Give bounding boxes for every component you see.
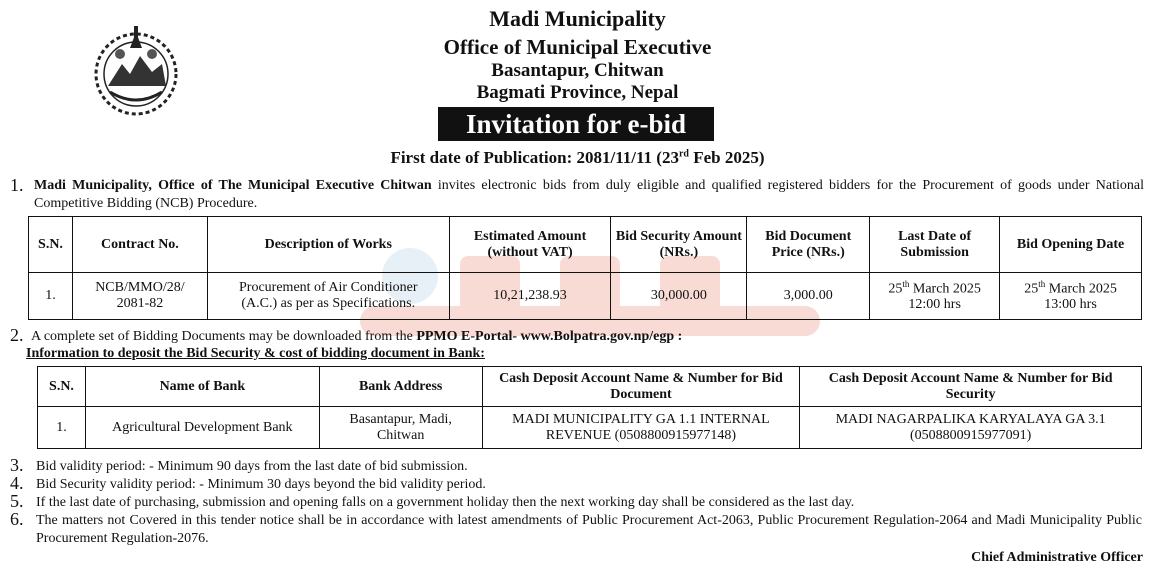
cell-opening: 25th March 2025 13:00 hrs (1000, 273, 1142, 320)
bid-table (28, 216, 1142, 320)
page-title: Invitation for e-bid (438, 107, 714, 141)
office-province: Bagmati Province, Nepal (476, 82, 679, 103)
cell-sn: 1. (38, 407, 86, 449)
col-header: Cash Deposit Account Name & Number for Bid Document (482, 367, 800, 407)
table-header-row (38, 367, 1142, 407)
col-header: S.N. (29, 217, 73, 273)
item-number: 3. (10, 455, 24, 475)
cell-submission: 25th March 2025 12:00 hrs (870, 273, 1000, 320)
col-header: S.N. (38, 367, 86, 407)
item-number: 5. (10, 491, 24, 511)
col-header: Last Date of Submission (870, 217, 1000, 273)
cell-estimate: 10,21,238.93 (449, 273, 611, 320)
publication-date: First date of Publication: 2081/11/11 (23rd Feb 2025) (390, 148, 765, 167)
col-header: Bank Address (319, 367, 482, 407)
col-header: Cash Deposit Account Name & Number for Bid Security (800, 367, 1142, 407)
col-header: Bid Document Price (NRs.) (747, 217, 870, 273)
item-number: 2. (10, 325, 24, 345)
col-header: Bid Security Amount (NRs.) (611, 217, 747, 273)
cell-address: Basantapur, Madi, Chitwan (319, 407, 482, 449)
item-5-text: If the last date of purchasing, submission and opening falls on a government holiday then the next working day shall be considered as the last day. (36, 495, 855, 510)
cell-doc-account: MADI MUNICIPALITY GA 1.1 INTERNAL REVENUE (0508800915977148) (482, 407, 800, 449)
signoff: Chief Administrative Officer (971, 550, 1143, 565)
cell-description: Procurement of Air Conditioner (A.C.) as per as Specifications. (207, 273, 449, 320)
bank-info-heading: Information to deposit the Bid Security & cost of bidding document in Bank: (26, 346, 485, 361)
table-header-row (29, 217, 1142, 273)
cell-bank: Agricultural Development Bank (85, 407, 319, 449)
cell-contract: NCB/MMO/28/ 2081-82 (72, 273, 207, 320)
col-header: Bid Opening Date (1000, 217, 1142, 273)
item-number: 4. (10, 473, 24, 493)
cell-price: 3,000.00 (747, 273, 870, 320)
item-3-text: Bid validity period: - Minimum 90 days from the last date of bid submission. (36, 459, 468, 474)
table-row (38, 407, 1142, 449)
cell-security: 30,000.00 (611, 273, 747, 320)
col-header: Name of Bank (85, 367, 319, 407)
item-1-text: Madi Municipality, Office of The Municipal Executive Chitwan invites electronic bids from duly eligible and qualified registered bidders for the Procurement of goods under National Competitive Bidding (NCB) Procedure. (34, 178, 1144, 211)
office-location: Basantapur, Chitwan (491, 60, 664, 81)
item-6-text: The matters not Covered in this tender notice shall be in accordance with latest amendments of Public Procurement Act-2063, Public Procurement Regulation-2064 and Madi Municipality Public Procurement Regulation-2076. (36, 513, 1142, 546)
cell-security-account: MADI NAGARPALIKA KARYALAYA GA 3.1 (0508800915977091) (800, 407, 1142, 449)
office-name: Office of Municipal Executive (443, 35, 712, 59)
col-header: Estimated Amount (without VAT) (449, 217, 611, 273)
table-row (29, 273, 1142, 320)
cell-sn: 1. (29, 273, 73, 320)
col-header: Contract No. (72, 217, 207, 273)
item-number: 1. (10, 175, 24, 195)
item-number: 6. (10, 509, 24, 529)
item-2-text: A complete set of Bidding Documents may be downloaded from the PPMO E-Portal- www.Bolpatra.gov.np/egp : (31, 329, 683, 344)
bank-table (37, 366, 1142, 449)
org-name: Madi Municipality (489, 6, 666, 31)
col-header: Description of Works (207, 217, 449, 273)
item-4-text: Bid Security validity period: - Minimum 30 days beyond the bid validity period. (36, 477, 486, 492)
